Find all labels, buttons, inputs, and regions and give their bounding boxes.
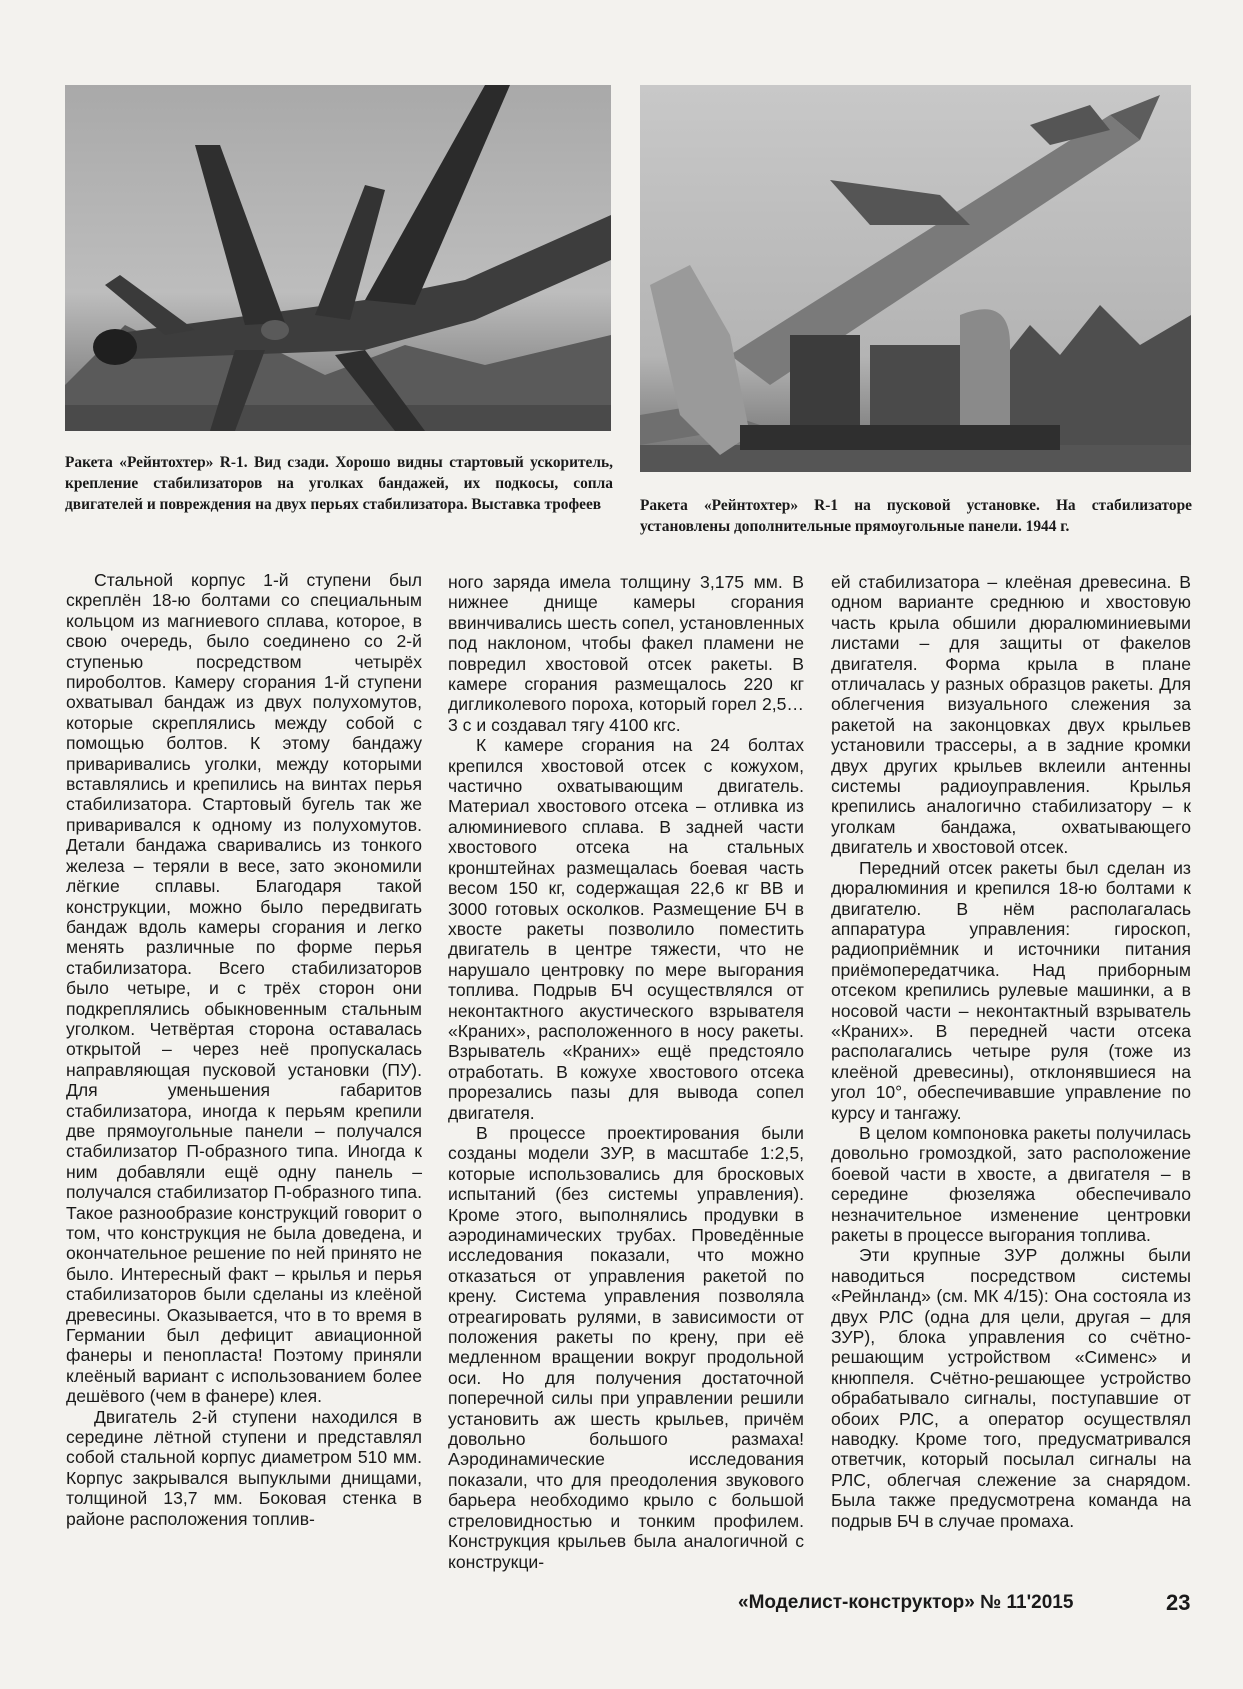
paragraph: Передний отсек ракеты был сделан из дюралюминия и крепился 18-ю болтами к двигателю. В нём располагалась аппаратура управления: гироскоп, радиоприёмник и источники питания приёмопередатчика. Над приборным отсеком крепились рулевые машинки, а в носовой части – неконтактный взрыватель «Краних». В передней части отсека располагались четыре руля (тоже из клеёной древесины), отклонявшиеся на угол 10°, обеспечивавшие управление по курсу и тангажу. (831, 857, 1191, 1123)
paragraph: К камере сгорания на 24 болтах крепился хвостовой отсек с кожухом, частично охватывающим двигатель. Материал хвостового отсека – отливка из алюминиевого сплава. В задней части хвостового отсека на стальных кронштейнах размещалась боевая часть весом 150 кг, содержащая 22,6 кг ВВ и 3000 готовых осколков. Размещение БЧ в хвосте ракеты позволило поместить двигатель в центре тяжести, что не нарушало центровку по мере выгорания топлива. Подрыв БЧ осуществлялся от неконтактного акустического взрывателя «Краних», расположенного в носу ракеты. Взрыватель «Краних» ещё предстояло отработать. В кожухе хвостового отсека прорезались пазы для вывода сопел двигателя. (448, 735, 804, 1123)
paragraph: ей стабилизатора – клеёная древесина. В одном варианте среднюю и хвостовую часть крыла обшили дюралюминиевыми листами – для защиты от факелов двигателя. Форма крыла в плане отличалась у разных образцов ракеты. Для облегчения визуального слежения за ракетой на законцовках двух крыльев установили трассеры, а в задние кромки двух других крыльев вклеили антенны системы радиоуправления. Крылья крепились аналогично стабилизатору – к уголкам бандажа, охватывающего двигатель и хвостовой отсек. (831, 572, 1191, 858)
paragraph: В целом компоновка ракеты получилась довольно громоздкой, зато расположение боевой части в хвосте, а двигателя – в середине фюзеляжа обеспечивало незначительное изменение центровки ракеты в процессе выгорания топлива. (831, 1122, 1191, 1245)
paragraph: В процессе проектирования были созданы модели ЗУР, в масштабе 1:2,5, которые использовались для бросковых испытаний (без системы управления). Кроме этого, выполнялись продувки в аэродинамических трубах. Проведённые исследования показали, что можно отказаться от управления ракетой по крену. Система управления позволяла отреагировать рулями, в зависимости от положения ракеты по крену, при её медленном вращении вокруг продольной оси. Но для получения достаточной поперечной силы при управлении решили установить аж шесть крыльев, причём довольно большого размаха! Аэродинамические исследования показали, что для преодоления звукового барьера необходимо крыло с большой стреловидностью и тонким профилем. Конструкция крыльев была аналогичной с конструкци- (448, 1122, 804, 1572)
paragraph: Стальной корпус 1-й ступени был скреплён 18-ю болтами со специальным кольцом из магниевого сплава, которое, в свою очередь, было соединено со 2-й ступенью посредством четырёх пироболтов. Камеру сгорания 1-й ступени охватывал бандаж из двух полухомутов, которые скреплялись между собой с помощью болтов. К этому бандажу приваривались уголки, между которыми вставлялись и крепились на винтах перья стабилизатора. Стартовый бугель так же приваривался к одному из полухомутов. Детали бандажа сваривались из тонкого железа – теряли в весе, зато экономили лёгкие сплавы. Благодаря такой конструкции, можно было передвигать бандаж вдоль камеры сгорания и легко менять различные по форме перья стабилизатора. Всего стабилизаторов было четыре, и с трёх сторон они подкреплялись обыкновенным стальным уголком. Четвёртая сторона оставалась открытой – через неё пропускалась направляющая пусковой установки (ПУ). Для уменьшения габаритов стабилизатора, иногда к перьям крепили две прямоугольные панели – получался стабилизатор П-образного типа. Иногда к ним добавляли ещё одну панель – получался стабилизатор П-образного типа. Такое разнообразие конструкций говорит о том, что конструкция не была доведена, и окончательное решение по ней принято не было. Интересный факт – крылья и перья стабилизаторов были сделаны из клеёной древесины. Оказывается, что в то время в Германии был дефицит авиационной фанеры и пенопласта! Поэтому приняли клеёный вариант с использованием более дешёвого (чем в фанере) клея. (66, 570, 422, 1407)
rocket-rear-view-photo (65, 85, 611, 431)
journal-name: «Моделист-конструктор» № 11'2015 (738, 1592, 1074, 1613)
paragraph: Эти крупные ЗУР должны были наводиться посредством системы «Рейнланд» (см. МК 4/15): Она состояла из двух РЛС (одна для цели, другая – для ЗУР), блока управления со счётно-решающим устройством «Сименс» и кнюппеля. Счётно-решающее устройство обрабатывало сигналы, поступавшие от обоих РЛС, а оператор осуществлял наводку. Кроме того, предусматривался ответчик, который посылал сигналы на РЛС, облегчая слежение за снарядом. Была также предусмотрена команда на подрыв БЧ в случае промаха. (831, 1245, 1191, 1531)
page-number: 23 (1166, 1590, 1191, 1615)
text-column-2 (448, 572, 804, 1572)
paragraph: ного заряда имела толщину 3,175 мм. В нижнее днище камеры сгорания ввинчивались шесть сопел, установленных под наклоном, чтобы факел пламени не повредил хвостовой отсек ракеты. В камере сгорания размещалось 220 кг дигликолевого пороха, который горел 2,5…3 с и создавал тягу 4100 кгс. (448, 572, 804, 735)
text-column-1 (66, 570, 422, 1529)
paragraph: Двигатель 2-й ступени находился в середине лётной ступени и представлял собой стальной корпус диаметром 510 мм. Корпус закрывался выпуклыми днищами, толщиной 13,7 мм. Боковая стенка в районе расположения топлив- (66, 1406, 422, 1529)
photo-caption-right: Ракета «Рейнтохтер» R-1 на пусковой установке. На стабилизаторе установлены дополнительные прямоугольные панели. 1944 г. (640, 497, 1192, 535)
rocket-on-launcher-photo (640, 85, 1191, 472)
photo-caption-left: Ракета «Рейнтохтер» R-1. Вид сзади. Хорошо видны стартовый ускоритель, крепление стабилизаторов на уголках бандажей, их подкосы, сопла двигателей и повреждения на двух перьях стабилизатора. Выставка трофеев (65, 454, 613, 513)
text-column-3 (831, 572, 1191, 1531)
